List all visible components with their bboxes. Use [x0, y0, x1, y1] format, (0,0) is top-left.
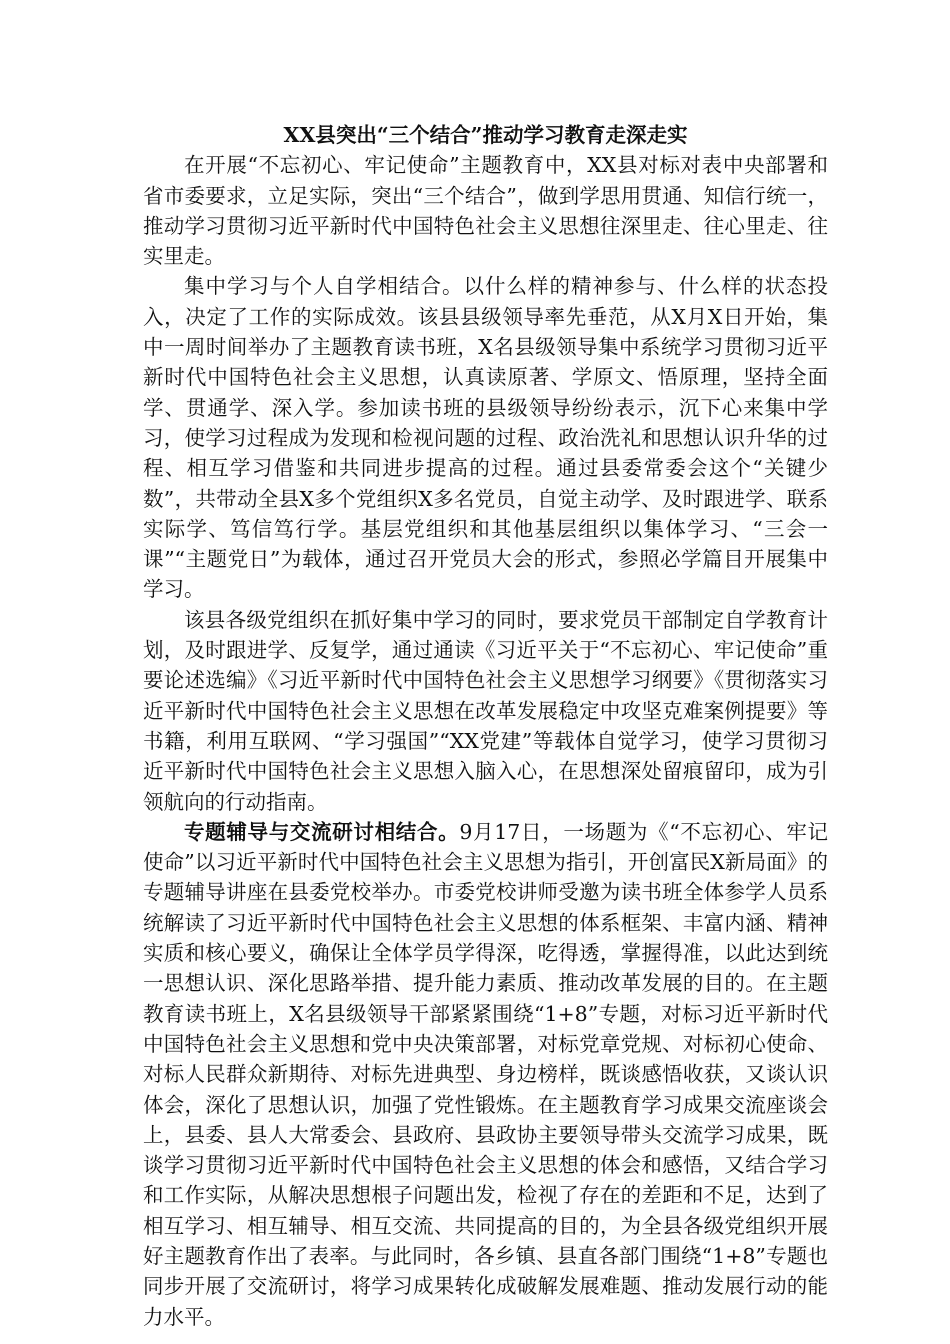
document-title: XX县突出“三个结合”推动学习教育走深走实 [283, 123, 688, 147]
paragraph-collective-study [143, 271, 828, 604]
paragraph-lecture-discussion [143, 817, 828, 1332]
paragraph-intro [143, 150, 828, 271]
paragraph-text: 在开展“不忘初心、牢记使命”主题教育中，XX县对标对表中央部署和省市委要求，立足实际，突出“三个结合”，做到学思用贯通、知信行统一，推动学习贯彻习近平新时代中国特色社会主义思想往深里走、往心里走、往实里走。 [143, 153, 828, 269]
paragraph-self-study [143, 605, 828, 817]
paragraph-text: 9月17日，一场题为《“不忘初心、牢记使命”以习近平新时代中国特色社会主义思想为指引，开创富民X新局面》的专题辅导讲座在县委党校举办。市委党校讲师受邀为读书班全体参学人员系统解读了习近平新时代中国特色社会主义思想的体系框架、丰富内涵、精神实质和核心要义，确保让全体学员学得深，吃得透，掌握得准，以此达到统一思想认识、深化思路举措、提升能力素质、推动改革发展的目的。在主题教育读书班上，X名县级领导干部紧紧围绕“1+8”专题，对标习近平新时代中国特色社会主义思想和党中央决策部署，对标党章党规、对标初心使命、对标人民群众新期待、对标先进典型、身边榜样，既谈感悟收获，又谈认识体会，深化了思想认识，加强了党性锻炼。在主题教育学习成果交流座谈会上，县委、县人大常委会、县政府、县政协主要领导带头交流学习成果，既谈学习贯彻习近平新时代中国特色社会主义思想的体会和感悟，又结合学习和工作实际，从解决思想根子问题出发，检视了存在的差距和不足，达到了相互学习、相互辅导、相互交流、共同提高的目的，为全县各级党组织开展好主题教育作出了表率。与此同时，各乡镇、县直各部门围绕“1+8”专题也同步开展了交流研讨，将学习成果转化成破解发展难题、推动发展行动的能力水平。 [143, 819, 829, 1329]
document-page [143, 120, 828, 1332]
paragraph-text: 集中学习与个人自学相结合。以什么样的精神参与、什么样的状态投入，决定了工作的实际成效。该县县级领导率先垂范，从X月X日开始，集中一周时间举办了主题教育读书班，X名县级领导集中系统学习贯彻习近平新时代中国特色社会主义思想，认真读原著、学原文、悟原理，坚持全面学、贯通学、深入学。参加读书班的县级领导纷纷表示，沉下心来集中学习，使学习过程成为发现和检视问题的过程、政治洗礼和思想认识升华的过程、相互学习借鉴和共同进步提高的过程。通过县委常委会这个“关键少数”，共带动全县X多个党组织X多名党员，自觉主动学、及时跟进学、联系实际学、笃信笃行学。基层党组织和其他基层组织以集体学习、“三会一课”“主题党日”为载体，通过召开党员大会的形式，参照必学篇目开展集中学习。 [143, 274, 828, 602]
paragraph-text: 该县各级党组织在抓好集中学习的同时，要求党员干部制定自学教育计划，及时跟进学、反复学，通过通读《习近平关于“不忘初心、牢记使命”重要论述选编》《习近平新时代中国特色社会主义思想学习纲要》《贯彻落实习近平新时代中国特色社会主义思想在改革发展稳定中攻坚克难案例提要》等书籍，利用互联网、“学习强国”“XX党建”等载体自觉学习，使学习贯彻习近平新时代中国特色社会主义思想入脑入心，在思想深处留痕留印，成为引领航向的行动指南。 [143, 607, 828, 814]
paragraph-lead-heading: 专题辅导与交流研讨相结合。 [184, 819, 460, 844]
